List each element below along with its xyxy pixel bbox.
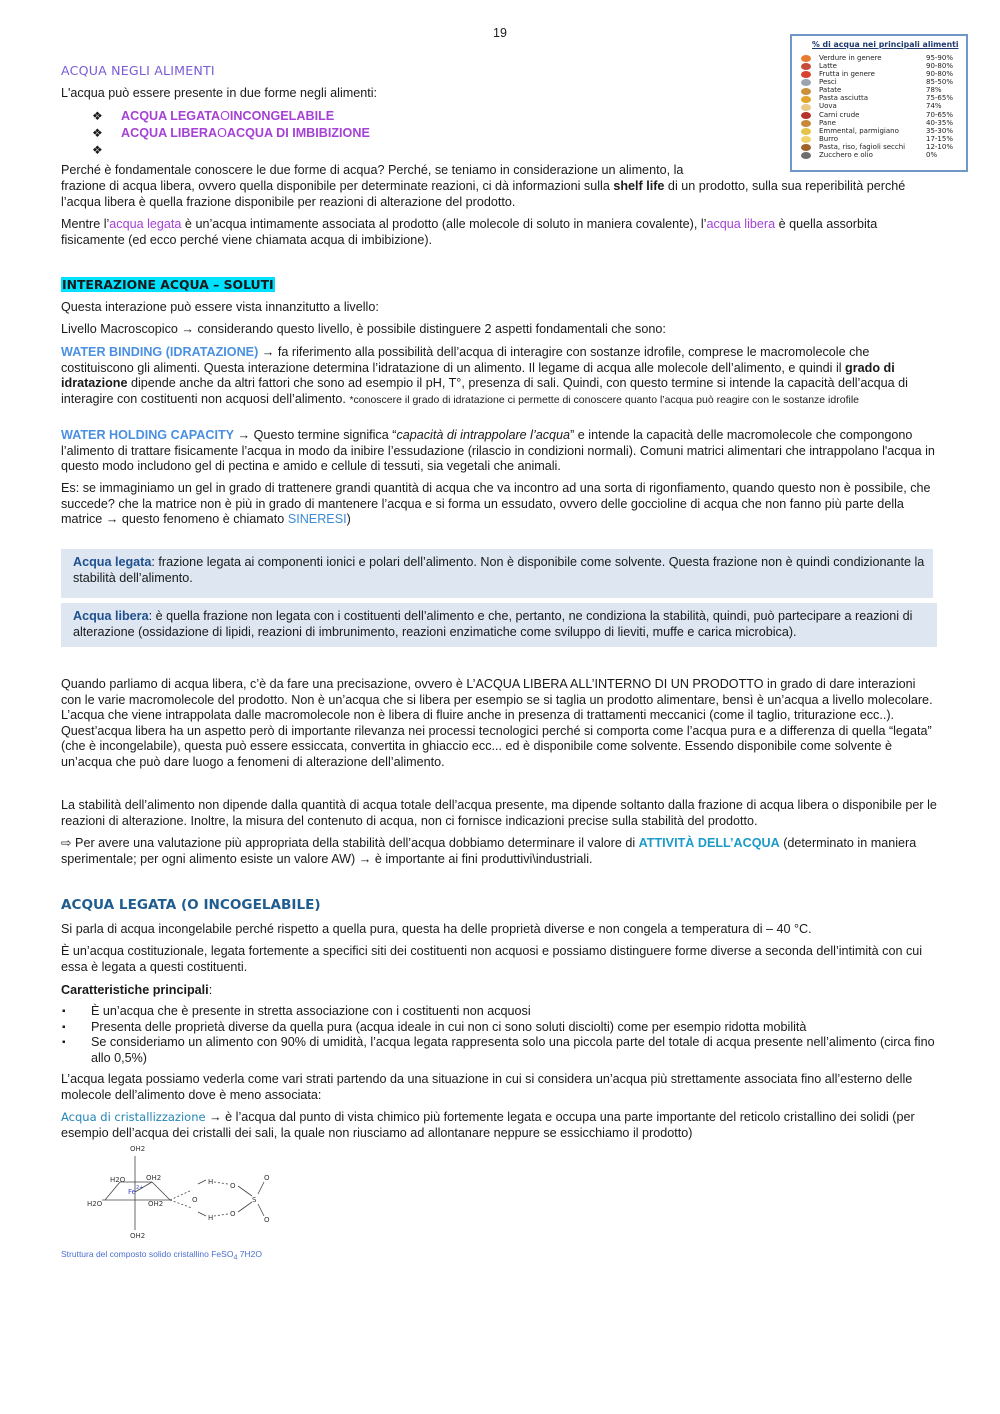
- footnote-idratazione: *conoscere il grado di idratazione ci permette di conoscere quanto l’acqua può reagire con le sostanze idrofile: [349, 393, 859, 406]
- water-percentage: 17-15%: [926, 134, 953, 143]
- food-name: Pasta asciutta: [819, 94, 869, 103]
- list-item: [61, 1020, 939, 1036]
- text-segment: è un’acqua intimamente associata al prodotto (alle molecole di soluto in maniera covalente), l’: [181, 217, 707, 231]
- list-item: [61, 1035, 939, 1066]
- food-icon: [801, 136, 811, 143]
- text-segment: è quella assorbita fisicamente (ed ecco perché viene chiamata acqua di imbibizione).: [61, 217, 878, 247]
- term-grado-idratazione: grado di idratazione: [61, 360, 895, 391]
- food-name: Burro: [819, 134, 839, 143]
- term-acqua-cristallizzazione: Acqua di cristallizzazione: [61, 1110, 206, 1124]
- paragraph-strati: L’acqua legata possiamo vederla come vari strati partendo da una situazione in cui si considera un’acqua più strettamente associata fino all’esterno delle molecole dell’alimento dove è meno associata:: [61, 1072, 913, 1102]
- intro-text: L'acqua può essere presente in due forme negli alimenti:: [61, 86, 378, 100]
- paragraph-incongelabile: Si parla di acqua incongelabile perché rispetto a quella pura, questa ha delle proprietà diverse e non congela a temperatura di – 40 °C.: [61, 922, 812, 936]
- section-title-acqua-negli-alimenti: ACQUA NEGLI ALIMENTI: [61, 63, 215, 78]
- food-icon: [801, 128, 811, 135]
- food-name: Carni crude: [819, 110, 860, 119]
- iron-ion-label: Fe: [128, 1188, 136, 1196]
- list-item-text: Se consideriamo un alimento con 90% di umidità, l’acqua legata rappresenta solo una piccola parte del totale di acqua presente nell’alimento (circa fino allo 0,5%): [91, 1035, 935, 1065]
- list-item: [61, 1004, 939, 1020]
- water-ligand-label: H2O: [87, 1200, 103, 1208]
- square-bullet-icon: ▪: [62, 1006, 66, 1017]
- hydrogen-label: H: [208, 1214, 214, 1222]
- term-acqua-legata: acqua legata: [109, 217, 182, 231]
- food-icon: [801, 120, 811, 127]
- diamond-bullet-icon: ❖: [92, 142, 103, 157]
- food-name: Frutta in genere: [819, 70, 875, 79]
- water-ligand-label: OH2: [146, 1174, 162, 1182]
- water-percentage: 35-30%: [926, 126, 953, 135]
- text-segment: Per avere una valutazione più appropriata della stabilità dell’acqua dobbiamo determinare il valore di: [71, 836, 639, 850]
- food-icon: [801, 152, 811, 159]
- text-segment: ): [346, 512, 351, 527]
- box-label: Acqua legata: [73, 555, 152, 569]
- square-bullet-icon: ▪: [62, 1021, 66, 1033]
- section-title-acqua-legata: ACQUA LEGATA (O INCOGELABILE): [61, 897, 321, 913]
- water-percentage: 95-90%: [926, 53, 953, 62]
- list-item-empty: [92, 142, 370, 159]
- term-acqua-libera: acqua libera: [706, 217, 776, 231]
- food-icon: [801, 144, 811, 151]
- water-percentage: 12-10%: [926, 142, 953, 151]
- text-segment: dipende anche da altri fattori che sono ad esempio il pH, T°, presenza di sali. Quindi, con questo termine si intende la capacità dell’acqua di interagire con costituenti non acquosi dell’alimento.: [61, 376, 908, 406]
- term-acqua-libera: ACQUA LIBERA: [121, 125, 218, 140]
- water-forms-list: [92, 108, 370, 159]
- paragraph-why-line1: Perché è fondamentale conoscere le due forme di acqua? Perché, se teniamo in considerazione un alimento, la: [61, 163, 684, 177]
- square-bullet-icon: ▪: [62, 1037, 66, 1049]
- sulfur-label: S: [252, 1196, 257, 1204]
- water-percentage: 74%: [926, 102, 942, 111]
- term-incongelabile: INCONGELABILE: [229, 108, 335, 123]
- paragraph-why: [61, 179, 939, 210]
- food-name: Uova: [819, 102, 837, 111]
- water-ligand-label: OH2: [148, 1200, 164, 1208]
- water-percentage: 75-65%: [926, 94, 953, 103]
- characteristics-list: [61, 1004, 939, 1066]
- text-segment: di un prodotto, sulla sua reperibilità perché l’acqua libera è quella frazione disponibile per reazioni di alterazione del prodotto.: [61, 179, 906, 209]
- paragraph-cristallizzazione: [61, 1110, 939, 1141]
- water-ligand-label: OH2: [130, 1145, 146, 1153]
- water-percentage: 0%: [926, 150, 938, 159]
- paragraph-legata-libera: [61, 217, 939, 248]
- page-number: 19: [493, 26, 507, 40]
- text-segment: Mentre l’: [61, 217, 110, 231]
- water-content-table-image: [790, 34, 968, 172]
- food-name: Verdure in genere: [819, 53, 882, 62]
- water-percentage: 40-35%: [926, 118, 953, 127]
- oxygen-label: O: [192, 1196, 198, 1204]
- oxygen-label: O: [264, 1174, 270, 1182]
- term-capacita-intrappolare: capacità di intrappolare l’acqua: [396, 428, 571, 442]
- food-name: Latte: [819, 61, 837, 70]
- characteristics-title: [61, 983, 939, 999]
- list-connector: O: [217, 125, 227, 140]
- water-ligand-label: H2O: [110, 1176, 126, 1184]
- list-item-text: È un’acqua che è presente in stretta associazione con i costituenti non acquosi: [91, 1004, 531, 1018]
- paragraph-costituzionale: È un’acqua costituzionale, legata fortemente a specifici siti dei costituenti non acquosi e possiamo distinguere forme diverse a seconda dell’intimità con cui essa è legata a questi costituenti.: [61, 944, 923, 974]
- paragraph-example-sineresi: [61, 481, 939, 528]
- text-segment: ” e intende la capacità delle macromolecole che compongono l’alimento di trattare fisicamente l’acqua in modo da inibire l’essudazione (rilascio in condizioni normali). Comuni matrici alimentari che intrappolano l'acqua in questo modo includono gel di pectina e amido e cellule di tessuti, sia vegetali che animali.: [61, 428, 935, 474]
- food-icon: [801, 104, 811, 111]
- box-label: Acqua libera: [73, 609, 149, 623]
- paragraph-stabilita: La stabilità dell’alimento non dipende dalla quantità di acqua totale dell’acqua presente, ma dipende soltanto dalla frazione di acqua libera o disponibile per le reazioni di alterazione. Inoltre, la misura del contenuto di acqua, non ci fornisce indicazioni precise sulla stabilità del prodotto.: [61, 798, 937, 828]
- food-icon: [801, 55, 811, 62]
- iron-charge-label: 2+: [136, 1185, 144, 1191]
- paragraph-attivita-acqua: [61, 836, 939, 867]
- paragraph-water-holding: [61, 428, 939, 475]
- paragraph-acqua-libera-precisazione: Quando parliamo di acqua libera, c’è da fare una precisazione, ovvero è L’ACQUA LIBERA ALL’INTERNO DI UN PRODOTTO in grado di dare interazioni con le varie macromolecole del prodotto. Non è un’acqua che si libera per esempio se si taglia un prodotto alimentare, bensì è un’acqua a livello molecolare. L’acqua che viene intrappolata dalle macromolecole non è libera di fluire anche in presenza di trattamenti meccanici (come il taglio, triturazione ecc..). Quest’acqua libera ha un aspetto però di importante rilevanza nei processi tecnologici perché si comporta come l’acqua pura e a differenza di quella “legata” (che è incongelabile), questa può essere essiccata, convertita in ghiaccio ecc... ed è disponibile come solvente. Essendo disponibile come solvente è un’acqua che può dare luogo a fenomeni di alterazione dell’alimento.: [61, 677, 933, 769]
- oxygen-label: O: [264, 1216, 270, 1224]
- paragraph-interazione-intro: Questa interazione può essere vista innanzitutto a livello:: [61, 300, 379, 314]
- term-acqua-legata: ACQUA LEGATA: [121, 108, 221, 123]
- water-percentage: 78%: [926, 86, 942, 95]
- caption-text: Struttura del composto solido cristallino FeSO: [61, 1249, 234, 1259]
- food-name: Emmental, parmigiano: [819, 126, 899, 135]
- food-icon: [801, 112, 811, 119]
- text-segment: → è l’acqua dal punto di vista chimico più fortemente legata e occupa una parte importante del reticolo cristallino dei solidi (per esempio dell’acqua dei cristalli dei sali, la quale non riusciamo ad allontanare neppure se essicchiamo il prodotto): [61, 1110, 915, 1140]
- feso4-structure-diagram: [80, 1142, 290, 1242]
- term-attivita-acqua: ATTIVITÀ DELL’ACQUA: [638, 836, 780, 850]
- bold-label: Caratteristiche principali: [61, 983, 209, 997]
- text-segment: Es: se immaginiamo un gel in grado di trattenere grandi quantità di acqua che va incontro ad una sorta di rigonfiamento, quando questo non è possibile, che succede? che la matrice non è più in grado di mantenere l’acqua e si forma un essudato, ovvero delle goccioline di acqua che non fanno più parte della matrice → questo fenomeno è chiamato: [61, 481, 931, 527]
- diagram-caption: [61, 1247, 262, 1266]
- water-percentage: 70-65%: [926, 110, 953, 119]
- food-name: Pesci: [819, 78, 837, 87]
- table-row: [792, 152, 966, 160]
- text-segment: frazione di acqua libera, ovvero quella disponibile per determinate reazioni, ci dà informazioni sulla: [61, 179, 614, 193]
- diamond-bullet-icon: ❖: [92, 108, 103, 123]
- box-text: : frazione legata ai componenti ionici e polari dell’alimento. Non è disponibile come solvente. Questa frazione non è quindi condizionante la stabilità dell’alimento.: [73, 555, 925, 585]
- paragraph-livello-macroscopico: Livello Macroscopico → considerando questo livello, è possibile distinguere 2 aspetti fondamentali che sono:: [61, 322, 666, 336]
- paragraph-water-binding: [61, 345, 939, 408]
- arrow-right-icon: ⇨: [61, 836, 72, 850]
- term-water-holding: WATER HOLDING CAPACITY: [61, 428, 235, 442]
- food-name: Pane: [819, 118, 836, 127]
- water-percentage: 85-50%: [926, 78, 953, 87]
- text-segment: (determinato in maniera sperimentale; per ogni alimento esiste un valore AW) → è importante ai fini produttivi\industriali.: [61, 836, 917, 866]
- oxygen-label: O: [230, 1182, 236, 1190]
- water-ligand-label: OH2: [130, 1232, 146, 1240]
- table-title: % di acqua nei principali alimenti: [812, 40, 959, 49]
- food-name: Zucchero e olio: [819, 150, 873, 159]
- text-segment: → Questo termine significa “: [234, 428, 397, 442]
- term-acqua-imbibizione: ACQUA DI IMBIBIZIONE: [226, 125, 370, 140]
- caption-subscript: 4: [233, 1253, 238, 1262]
- definition-box-acqua-legata: [61, 549, 933, 598]
- list-item: [92, 125, 370, 142]
- food-name: Patate: [819, 86, 842, 95]
- hydrogen-label: H: [208, 1178, 214, 1186]
- highlighted-title: INTERAZIONE ACQUA – SOLUTI: [62, 277, 274, 292]
- list-item-text: Presenta delle proprietà diverse da quella pura (acqua ideale in cui non ci sono soluti disciolti) come per esempio ridotta mobilità: [91, 1019, 807, 1034]
- definition-box-acqua-libera: [61, 603, 937, 647]
- box-text: : è quella frazione non legata con i costituenti dell’alimento e che, pertanto, ne condiziona la stabilità, quindi, può partecipare a reazioni di alterazione (ossidazione di lipidi, reazioni di imbrunimento, reazioni enzimatiche come sviluppo di lieviti, muffe e carica microbica).: [73, 609, 913, 639]
- water-percentage: 90-80%: [926, 70, 953, 79]
- caption-text: 7H2O: [237, 1249, 262, 1259]
- term-water-binding: WATER BINDING (IDRATAZIONE): [61, 345, 259, 359]
- text-segment: → fa riferimento alla possibilità dell’acqua di interagire con sostanze idrofile, comprese le macromolecole che costituiscono gli alimenti. Questa interazione determina l’idratazione di un alimento. Il legame di acqua alle molecole dell’alimento, e quindi il: [61, 345, 870, 375]
- water-percentage: 90-80%: [926, 61, 953, 70]
- food-name: Pasta, riso, fagioli secchi: [819, 142, 906, 151]
- section-title-interazione: [61, 277, 275, 294]
- diamond-bullet-icon: ❖: [92, 125, 103, 140]
- list-connector: O: [220, 108, 230, 123]
- term-sineresi: SINERESI: [287, 512, 347, 527]
- list-item: [92, 108, 370, 125]
- term-shelf-life: shelf life: [613, 179, 665, 193]
- text-segment: :: [208, 983, 213, 997]
- oxygen-label: O: [230, 1210, 236, 1218]
